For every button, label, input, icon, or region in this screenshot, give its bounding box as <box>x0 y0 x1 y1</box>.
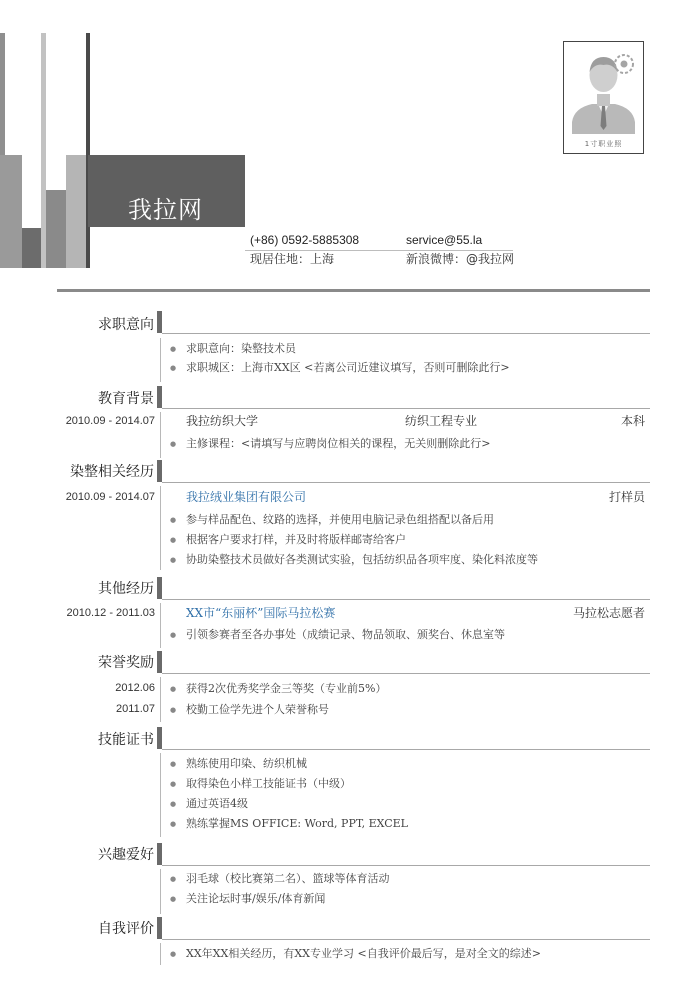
decor-bar <box>0 155 22 268</box>
school-name: 我拉纺织大学 <box>186 414 259 428</box>
bullet-icon: ● <box>170 950 177 958</box>
timeline-line <box>160 869 161 914</box>
timeline-line <box>160 753 161 837</box>
section-marker <box>157 727 162 749</box>
section-title-experience: 染整相关经历 <box>70 464 154 480</box>
photo-label: 1寸职业照 <box>584 140 623 148</box>
weibo: 新浪微博：@我拉网 <box>406 252 515 266</box>
timeline-line <box>160 943 161 965</box>
timeline-line <box>160 338 161 382</box>
timeline-line <box>160 677 161 722</box>
bullet-icon: ● <box>170 440 177 448</box>
section-marker <box>157 917 162 939</box>
job-role: 打样员 <box>608 490 645 504</box>
event-role: 马拉松志愿者 <box>572 606 645 620</box>
list-item: 引领参赛者至各办事处（成绩记录、物品领取、颁奖台、休息室等 <box>186 628 505 641</box>
list-item: 关注论坛时事/娱乐/体育新闻 <box>186 892 326 905</box>
bullet-icon: ● <box>170 706 177 714</box>
award-item: 校勤工俭学先进个人荣誉称号 <box>186 703 329 716</box>
section-marker <box>157 386 162 408</box>
bullet-icon: ● <box>170 820 177 828</box>
section-divider <box>162 333 650 334</box>
contact-divider <box>245 250 513 251</box>
timeline-line <box>160 603 161 648</box>
section-title-other: 其他经历 <box>98 581 154 597</box>
bullet-icon: ● <box>170 556 177 564</box>
section-title-intent: 求职意向 <box>98 317 154 333</box>
section-marker <box>157 311 162 333</box>
decor-bar <box>22 228 42 268</box>
education-date: 2010.09 - 2014.07 <box>65 415 155 427</box>
bullet-icon: ● <box>170 780 177 788</box>
section-divider <box>162 939 650 940</box>
bullet-icon: ● <box>170 875 177 883</box>
bullet-icon: ● <box>170 760 177 768</box>
section-divider <box>162 865 650 866</box>
award-item: 获得2次优秀奖学金三等奖（专业前5%） <box>186 682 387 695</box>
list-item: 根据客户要求打样，并及时将版样邮寄给客户 <box>186 533 406 546</box>
section-marker <box>157 843 162 865</box>
section-divider <box>162 408 650 409</box>
award-date: 2012.06 <box>115 682 155 694</box>
list-item: 求职城区：上海市XX区 <若离公司近建议填写，否则可删除此行> <box>186 361 510 374</box>
list-item: 羽毛球（校比赛第二名）、篮球等体育活动 <box>186 872 390 885</box>
decor-bar <box>46 190 66 268</box>
list-item: 取得染色小样工技能证书（中级） <box>186 777 351 790</box>
timeline-line <box>160 486 161 570</box>
award-date: 2011.07 <box>116 703 155 715</box>
section-title-awards: 荣誉奖励 <box>98 655 154 671</box>
bullet-icon: ● <box>170 364 177 372</box>
section-title-education: 教育背景 <box>98 391 154 407</box>
photo-placeholder <box>563 41 644 154</box>
bullet-icon: ● <box>170 536 177 544</box>
section-divider <box>162 749 650 750</box>
section-divider <box>162 673 650 674</box>
bullet-icon: ● <box>170 516 177 524</box>
decor-bar <box>66 155 88 268</box>
phone: (+86) 0592-5885308 <box>250 233 360 247</box>
section-marker <box>157 460 162 482</box>
list-item: XX年XX相关经历，有XX专业学习 <自我评价最后写，是对全文的综述> <box>186 947 541 960</box>
bullet-icon: ● <box>170 895 177 903</box>
section-title-hobbies: 兴趣爱好 <box>98 847 154 863</box>
decor-bar <box>86 33 90 268</box>
bullet-icon: ● <box>170 631 177 639</box>
section-title-skills: 技能证书 <box>98 732 154 748</box>
list-item: 协助染整技术员做好各类测试实验，包括纺织品各项牢度、染化料浓度等 <box>186 553 538 566</box>
bullet-icon: ● <box>170 800 177 808</box>
experience-date: 2010.09 - 2014.07 <box>65 491 155 503</box>
company-name: 我拉绒业集团有限公司 <box>186 490 307 504</box>
list-item: 熟练使用印染、纺织机械 <box>186 757 307 770</box>
section-divider <box>162 482 650 483</box>
bullet-icon: ● <box>170 685 177 693</box>
email: service@55.la <box>406 233 483 247</box>
degree: 本科 <box>620 414 645 428</box>
timeline-line <box>160 412 161 458</box>
section-divider <box>162 599 650 600</box>
list-item: 熟练掌握MS OFFICE: Word, PPT, EXCEL <box>186 817 408 830</box>
major: 纺织工程专业 <box>405 414 478 428</box>
event-name: XX市“东丽杯”国际马拉松赛 <box>186 606 336 620</box>
other-date: 2010.12 - 2011.03 <box>66 607 155 619</box>
candidate-name: 我拉网 <box>128 196 203 224</box>
list-item: 通过英语4级 <box>186 797 248 810</box>
section-marker <box>157 651 162 673</box>
section-title-self: 自我评价 <box>98 921 154 937</box>
list-item: 参与样品配色、纹路的选择，并使用电脑记录色组搭配以备后用 <box>186 513 494 526</box>
residence: 现居住地：上海 <box>250 252 335 266</box>
section-marker <box>157 577 162 599</box>
list-item: 求职意向：染整技术员 <box>186 342 296 355</box>
header-rule <box>57 289 650 292</box>
person-icon <box>564 42 643 134</box>
list-item: 主修课程：<请填写与应聘岗位相关的课程，无关则删除此行> <box>186 437 491 450</box>
bullet-icon: ● <box>170 345 177 353</box>
